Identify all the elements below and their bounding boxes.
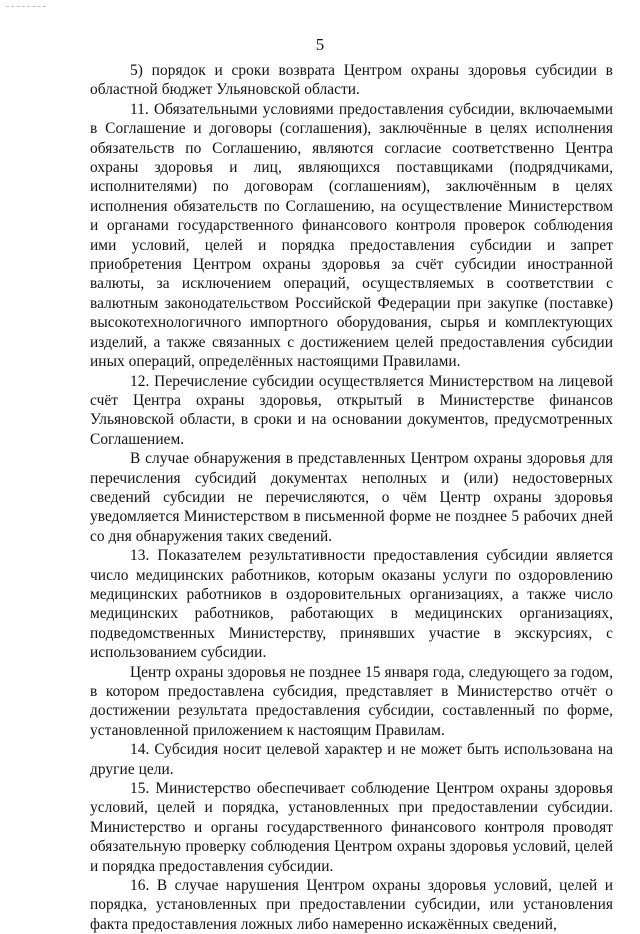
paragraph-clause-12-continuation: В случае обнаружения в представленных Центром охраны здоровья для перечисления субсидий документах неполных и (или) недостоверных сведений субсидии не перечисляются, о чём Центр охраны здоровья уведомляется Министерством в письменной форме не позднее 5 рабочих дней со дня обнаружения таких сведений.: [90, 450, 613, 545]
paragraph-clause-15: 15. Министерство обеспечивает соблюдение Центром охраны здоровья условий, целей и порядка, установленных при предоставлении субсидии. Министерство и органы государственного финансового контроля проводят обязательную проверку соблюдения Центром охраны здоровья условий, целей и порядка предоставления субсидии.: [90, 780, 613, 875]
scan-margin-mark: [6, 6, 46, 9]
paragraph-clause-13-report: Центр охраны здоровья не позднее 15 января года, следующего за годом, в котором предоставлена субсидия, представляет в Министерство отчёт о достижении результата предоставления субсидии, составленный по форме, установленной приложением к настоящим Правилам.: [90, 663, 613, 739]
paragraph-clause-14: 14. Субсидия носит целевой характер и не может быть использована на другие цели.: [90, 741, 613, 778]
document-body: [90, 61, 613, 934]
paragraph-clause-16: 16. В случае нарушения Центром охраны здоровья условий, целей и порядка, установленных при предоставлении субсидии, или установления факта предоставления ложных либо намеренно искажённых сведений,: [90, 877, 613, 933]
paragraph-clause-12: 12. Перечисление субсидии осуществляется Министерством на лицевой счёт Центра охраны здоровья, открытый в Министерстве финансов Ульяновской области, в сроки и на основании документов, предусмотренных Соглашением.: [90, 372, 613, 448]
page-number: 5: [315, 35, 325, 54]
paragraph-item-5: 5) порядок и сроки возврата Центром охраны здоровья субсидии в областной бюджет Ульяновской области.: [90, 62, 613, 99]
paragraph-clause-11: 11. Обязательными условиями предоставления субсидии, включаемыми в Соглашение и договоры (соглашения), заключённые в целях исполнения обязательств по Соглашению, являются согласие соответственно Центра охраны здоровья и лиц, являющихся поставщиками (подрядчиками, исполнителями) по договорам (соглашениям), заключённым в целях исполнения обязательств по Соглашению, на осуществление Министерством и органами государственного финансового контроля проверок соблюдения ими условий, целей и порядка предоставления субсидии и запрет приобретения Центром охраны здоровья за счёт субсидии иностранной валюты, за исключением операций, осуществляемых в соответствии с валютным законодательством Российской Федерации при закупке (поставке) высокотехнологичного импортного оборудования, сырья и комплектующих изделий, а также связанных с достижением целей предоставления субсидии иных операций, определённых настоящими Правилами.: [90, 100, 613, 371]
paragraph-clause-13: 13. Показателем результативности предоставления субсидии является число медицинских работников, которым оказаны услуги по оздоровлению медицинских работников в оздоровительных организациях, а также число медицинских работников, работающих в медицинских организациях, подведомственных Министерству, принявших участие в экскурсиях, с использованием субсидии.: [90, 547, 613, 662]
